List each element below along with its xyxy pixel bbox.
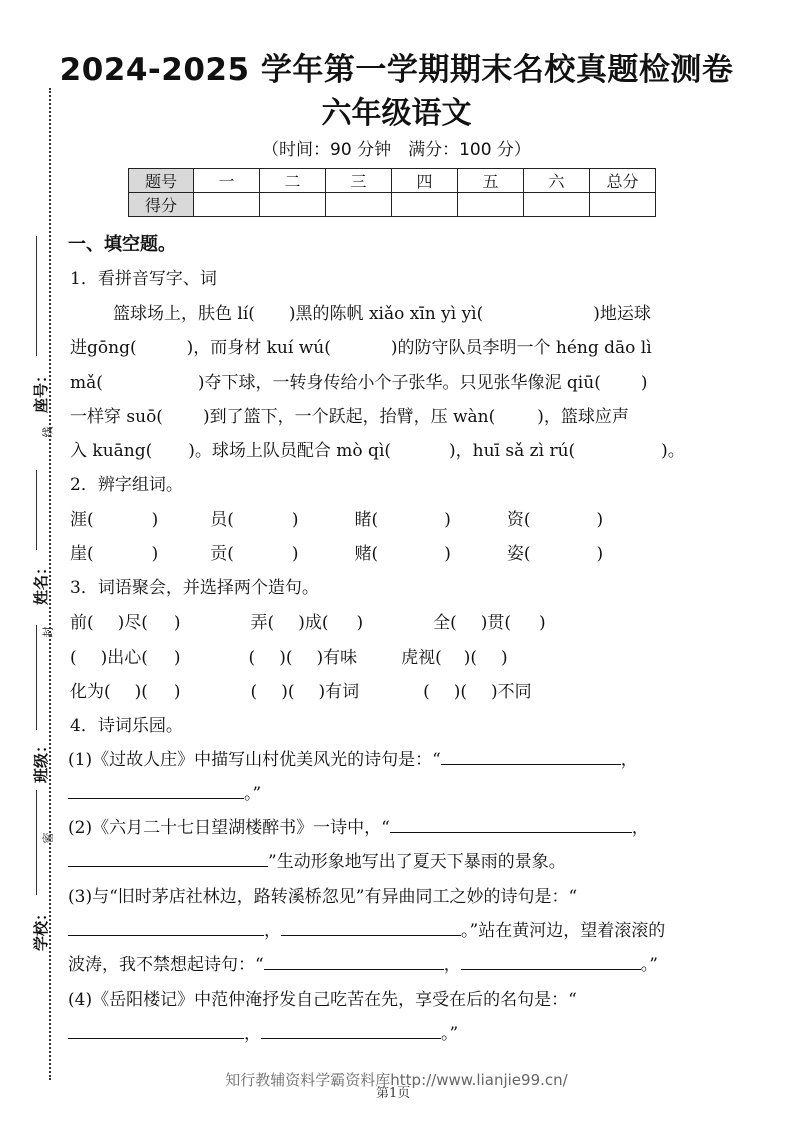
text: 崖( [70,544,94,564]
text: )有词 [318,682,360,702]
section-heading: 一、填空题。 [68,234,176,255]
text: )不同 [491,682,532,702]
q4-p1-line2 [68,779,261,804]
text: ) [596,544,604,564]
q2-row2 [70,539,603,564]
score-table [128,168,656,217]
text: )( [463,648,477,668]
text: ”生动形象地写出了夏天下暴雨的景象。 [268,852,566,872]
text: ) [539,613,546,633]
footer-watermark: 知行教辅资料学霸资料库http://www.lianjie99.cn/ [225,1071,568,1089]
text: ( [250,682,258,702]
text: mǎ( [70,373,103,393]
score-col-5: 五 [458,169,524,193]
text: 一样穿 suō( [70,407,163,427]
q1-line2 [70,333,652,358]
text: )黑的陈帆 xiǎo xīn yì yì( [288,304,484,324]
name-underline [36,470,37,550]
text: 前( [70,613,94,633]
text: )( [453,682,467,702]
score-cell[interactable] [524,193,590,217]
text: ) [356,613,364,633]
text: (2)《六月二十七日望湖楼醉书》一诗中，“ [68,818,390,838]
school-label: 学校： [32,905,51,952]
text: )贯( [480,613,511,633]
text: ， [244,1024,261,1044]
score-col-1: 一 [194,169,260,193]
text: )，huī sǎ zì rú( [449,441,576,461]
answer-blank[interactable] [461,953,641,970]
answer-blank[interactable] [390,816,632,833]
text: )。球场上队员配合 mò qì( [188,441,392,461]
text: ) [151,544,159,564]
exam-title: 2024-2025 学年第一学期期末名校真题检测卷 [59,52,734,88]
q4-p2-line2 [68,847,566,872]
text: 资( [506,510,531,530]
binding-mark-xian: 线 [41,426,55,438]
score-cell[interactable] [326,193,392,217]
text: 睹( [354,510,379,530]
q3-title: 3．词语聚会，并选择两个造句。 [70,578,319,598]
text: ) [151,510,159,530]
school-underline [36,790,37,895]
answer-blank[interactable] [68,782,244,799]
q3-row1 [70,608,546,633]
text: )地运球 [593,304,651,324]
text: 。”站在黄河边，望着滚滚的 [461,921,666,941]
score-cell[interactable] [194,193,260,217]
text: )。 [661,441,685,461]
time-info: （时间：90 分钟 满分：100 分） [262,140,531,160]
q3-row2 [70,643,508,668]
text: (1)《过故人庄》中描写山村优美风光的诗句是：“ [68,750,441,770]
binding-mark-feng: 封 [41,626,55,638]
score-table-row [129,169,656,193]
score-col-3: 三 [326,169,392,193]
q1-title: 1．看拼音写字、词 [70,269,217,289]
q1-line4 [70,402,629,427]
q4-p3-line3 [68,950,658,975]
q4-title: 4．诗词乐园。 [70,716,183,736]
text: ) [173,682,181,702]
text: )出心( [100,648,148,668]
q4-p2-line1 [68,813,649,838]
text: 化为( [70,682,111,702]
text: ， [264,921,281,941]
text: ， [631,818,649,838]
answer-blank[interactable] [261,1022,441,1039]
text: ) [173,613,181,633]
text: ( [423,682,430,702]
name-label: 姓名： [32,559,51,606]
text: )成( [298,613,329,633]
score-col-2: 二 [260,169,326,193]
text: 进gōng( [70,338,137,358]
text: 。” [244,784,262,804]
text: 入 kuāng( [70,441,153,461]
q3-row3 [70,677,532,702]
score-cell[interactable] [392,193,458,217]
answer-blank[interactable] [68,1022,244,1039]
answer-blank[interactable] [441,748,621,765]
text: 贡( [210,544,234,564]
text: )，而身材 kuí wú( [186,338,331,358]
score-col-6: 六 [524,169,590,193]
text: 。” [441,1024,459,1044]
text: )，篮球应声 [537,407,629,427]
class-underline [36,625,37,730]
text: )尽( [117,613,148,633]
binding-mark-mi: 密 [41,832,55,844]
text: ) [640,373,648,393]
seat-label: 座号： [32,367,51,414]
text: 员( [210,510,234,530]
q4-p1-line1 [68,745,638,770]
text: 虎视( [401,648,442,668]
q4-p4-line2 [68,1019,458,1044]
score-row1-label: 题号 [129,169,194,193]
text: )( [281,682,295,702]
text: ) [173,648,181,668]
answer-blank[interactable] [68,850,268,867]
q1-line5 [70,436,685,461]
q2-title: 2．辨字组词。 [70,475,183,495]
text: )夺下球，一转身传给小个子张华。只见张华像泥 qiū( [197,373,601,393]
text: ( [70,648,77,668]
score-col-total: 总分 [590,169,656,193]
exam-subtitle: 六年级语文 [321,96,472,131]
text: ， [620,750,638,770]
score-row2-label: 得分 [129,193,194,217]
q1-line1 [113,299,651,324]
score-cell[interactable] [260,193,326,217]
q4-p3-line2 [68,916,665,941]
text: 波涛，我不禁想起诗句：“ [68,955,264,975]
q2-row1 [70,505,603,530]
seat-underline [36,236,37,356]
text: )的防守队员李明一个 héng dāo lì [390,338,652,358]
text: 姿( [506,544,531,564]
text: 篮球场上，肤色 lí( [113,304,255,324]
text: 涯( [70,510,94,530]
text: ( [248,648,256,668]
text: ) [291,510,299,530]
answer-blank[interactable] [264,953,444,970]
q1-line3 [70,368,647,393]
score-table-row [129,193,656,217]
score-col-4: 四 [392,169,458,193]
score-cell[interactable] [590,193,656,217]
answer-blank[interactable] [281,919,461,936]
text: ， [443,955,461,975]
answer-blank[interactable] [68,919,264,936]
text: )到了篮下，一个跃起，抬臂，压 wàn( [202,407,496,427]
text: )( [279,648,293,668]
text: ) [444,544,451,564]
text: 。” [640,955,658,975]
page-number: 第1页 [376,1086,411,1101]
text: 赌( [354,544,379,564]
text: 弄( [250,613,275,633]
q4-p3-line1: (3)与“旧时茅店社林边，路转溪桥忽见”有异曲同工之妙的诗句是：“ [68,887,578,907]
class-label: 班级： [32,737,51,784]
text: ) [291,544,299,564]
text: 全( [433,613,457,633]
text: ) [596,510,604,530]
text: )( [134,682,148,702]
text: ) [444,510,451,530]
text: ) [501,648,508,668]
text: )有味 [316,648,358,668]
score-cell[interactable] [458,193,524,217]
q4-p4-line1: (4)《岳阳楼记》中范仲淹抒发自己吃苦在先，享受在后的名句是：“ [68,990,577,1010]
